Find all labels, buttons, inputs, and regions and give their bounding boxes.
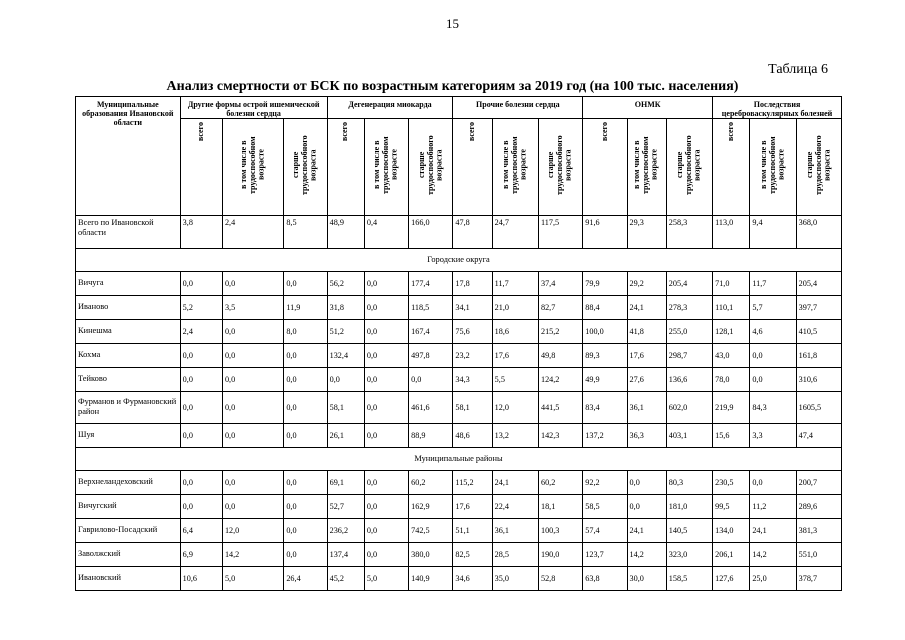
cell-value: 13,2	[492, 423, 538, 447]
cell-value: 0,0	[284, 367, 327, 391]
cell-value: 215,2	[538, 319, 582, 343]
cell-value: 137,4	[327, 542, 364, 566]
cell-value: 58,1	[453, 391, 492, 423]
cell-value: 0,0	[364, 470, 408, 494]
cell-value: 31,8	[327, 295, 364, 319]
subheader-over-working-age: старше трудоспособного возраста	[409, 119, 453, 215]
cell-value: 167,4	[409, 319, 453, 343]
cell-value: 0,0	[180, 271, 222, 295]
cell-value: 128,1	[713, 319, 750, 343]
table-label: Таблица 6	[768, 62, 828, 77]
cell-value: 0,0	[409, 367, 453, 391]
cell-value: 190,0	[538, 542, 582, 566]
cell-value: 161,8	[796, 343, 841, 367]
cell-value: 0,0	[750, 470, 796, 494]
subheader-working-age: в том числе в трудоспособном возрасте	[222, 119, 283, 215]
cell-value: 60,2	[538, 470, 582, 494]
cell-value: 0,0	[364, 518, 408, 542]
cell-value: 0,0	[222, 494, 283, 518]
cell-value: 124,2	[538, 367, 582, 391]
cell-value: 0,0	[364, 542, 408, 566]
header-group-myocardial-degeneration: Дегенерация миокарда	[327, 97, 453, 119]
cell-value: 162,9	[409, 494, 453, 518]
subheader-over-working-age: старше трудоспособного возраста	[284, 119, 327, 215]
cell-value: 52,8	[538, 566, 582, 590]
cell-value: 30,0	[627, 566, 666, 590]
cell-value: 48,9	[327, 215, 364, 248]
cell-value: 47,4	[796, 423, 841, 447]
subheader-over-working-age: старше трудоспособного возраста	[796, 119, 841, 215]
subheader-over-working-age: старше трудоспособного возраста	[666, 119, 712, 215]
cell-value: 0,0	[364, 423, 408, 447]
cell-value: 381,3	[796, 518, 841, 542]
section-title: Городские округа	[76, 248, 842, 271]
cell-value: 0,0	[222, 343, 283, 367]
cell-value: 0,0	[627, 494, 666, 518]
cell-value: 410,5	[796, 319, 841, 343]
cell-value: 41,8	[627, 319, 666, 343]
subheader-working-age: в том числе в трудоспособном возрасте	[492, 119, 538, 215]
row-name: Шуя	[76, 423, 181, 447]
subheader-total: всего	[583, 119, 627, 215]
cell-value: 25,0	[750, 566, 796, 590]
cell-value: 11,7	[492, 271, 538, 295]
cell-value: 3,8	[180, 215, 222, 248]
cell-value: 0,0	[364, 343, 408, 367]
subheader-working-age: в том числе в трудоспособном возрасте	[750, 119, 796, 215]
row-name: Всего по Ивановской области	[76, 215, 181, 248]
cell-value: 12,0	[222, 518, 283, 542]
cell-value: 58,1	[327, 391, 364, 423]
cell-value: 2,4	[222, 215, 283, 248]
cell-value: 230,5	[713, 470, 750, 494]
cell-value: 49,8	[538, 343, 582, 367]
cell-value: 0,0	[364, 391, 408, 423]
cell-value: 0,0	[750, 343, 796, 367]
cell-value: 403,1	[666, 423, 712, 447]
table-row	[76, 423, 842, 447]
cell-value: 219,9	[713, 391, 750, 423]
cell-value: 47,8	[453, 215, 492, 248]
cell-value: 29,3	[627, 215, 666, 248]
cell-value: 115,2	[453, 470, 492, 494]
cell-value: 0,0	[222, 423, 283, 447]
cell-value: 24,1	[750, 518, 796, 542]
table-row	[76, 319, 842, 343]
cell-value: 0,0	[750, 367, 796, 391]
table-title: Анализ смертности от БСК по возрастным категориям за 2019 год (на 100 тыс. населения)	[166, 79, 739, 94]
cell-value: 27,6	[627, 367, 666, 391]
section-title: Муниципальные районы	[76, 447, 842, 470]
cell-value: 5,5	[492, 367, 538, 391]
table-row	[76, 271, 842, 295]
cell-value: 82,5	[453, 542, 492, 566]
cell-value: 0,0	[364, 319, 408, 343]
cell-value: 134,0	[713, 518, 750, 542]
cell-value: 17,6	[492, 343, 538, 367]
cell-value: 17,8	[453, 271, 492, 295]
cell-value: 0,0	[364, 494, 408, 518]
header-group-stroke: ОНМК	[583, 97, 713, 119]
cell-value: 142,3	[538, 423, 582, 447]
cell-value: 0,0	[627, 470, 666, 494]
cell-value: 118,5	[409, 295, 453, 319]
cell-value: 236,2	[327, 518, 364, 542]
cell-value: 12,0	[492, 391, 538, 423]
table-row	[76, 542, 842, 566]
cell-value: 205,4	[666, 271, 712, 295]
cell-value: 140,9	[409, 566, 453, 590]
cell-value: 14,2	[222, 542, 283, 566]
subheader-total: всего	[180, 119, 222, 215]
cell-value: 0,0	[364, 295, 408, 319]
cell-value: 0,0	[222, 470, 283, 494]
header-group-other-heart: Прочие болезни сердца	[453, 97, 583, 119]
table-row	[76, 391, 842, 423]
cell-value: 206,1	[713, 542, 750, 566]
cell-value: 255,0	[666, 319, 712, 343]
cell-value: 323,0	[666, 542, 712, 566]
row-name: Вичуга	[76, 271, 181, 295]
cell-value: 0,4	[364, 215, 408, 248]
cell-value: 441,5	[538, 391, 582, 423]
cell-value: 79,9	[583, 271, 627, 295]
cell-value: 113,0	[713, 215, 750, 248]
cell-value: 2,4	[180, 319, 222, 343]
cell-value: 91,6	[583, 215, 627, 248]
cell-value: 36,1	[627, 391, 666, 423]
cell-value: 18,6	[492, 319, 538, 343]
cell-value: 551,0	[796, 542, 841, 566]
cell-value: 5,2	[180, 295, 222, 319]
cell-value: 11,7	[750, 271, 796, 295]
cell-value: 289,6	[796, 494, 841, 518]
cell-value: 51,2	[327, 319, 364, 343]
cell-value: 71,0	[713, 271, 750, 295]
mortality-table	[75, 96, 842, 591]
cell-value: 380,0	[409, 542, 453, 566]
cell-value: 43,0	[713, 343, 750, 367]
subheader-total: всего	[453, 119, 492, 215]
cell-value: 21,0	[492, 295, 538, 319]
subheader-working-age: в том числе в трудоспособном возрасте	[364, 119, 408, 215]
cell-value: 127,6	[713, 566, 750, 590]
cell-value: 3,5	[222, 295, 283, 319]
cell-value: 60,2	[409, 470, 453, 494]
header-municipality: Муниципальные образования Ивановской области	[76, 97, 181, 216]
cell-value: 5,0	[222, 566, 283, 590]
cell-value: 0,0	[222, 391, 283, 423]
table-row	[76, 566, 842, 590]
cell-value: 158,5	[666, 566, 712, 590]
cell-value: 123,7	[583, 542, 627, 566]
cell-value: 24,7	[492, 215, 538, 248]
cell-value: 34,1	[453, 295, 492, 319]
subheader-over-working-age: старше трудоспособного возраста	[538, 119, 582, 215]
cell-value: 26,4	[284, 566, 327, 590]
cell-value: 63,8	[583, 566, 627, 590]
row-name: Гаврилово-Посадский	[76, 518, 181, 542]
cell-value: 49,9	[583, 367, 627, 391]
cell-value: 88,4	[583, 295, 627, 319]
cell-value: 368,0	[796, 215, 841, 248]
cell-value: 88,9	[409, 423, 453, 447]
subheader-total: всего	[713, 119, 750, 215]
cell-value: 11,9	[284, 295, 327, 319]
subheader-total: всего	[327, 119, 364, 215]
cell-value: 48,6	[453, 423, 492, 447]
subheader-working-age: в том числе в трудоспособном возрасте	[627, 119, 666, 215]
table-row	[76, 494, 842, 518]
cell-value: 0,0	[284, 391, 327, 423]
cell-value: 0,0	[180, 391, 222, 423]
cell-value: 166,0	[409, 215, 453, 248]
row-name: Заволжский	[76, 542, 181, 566]
cell-value: 34,6	[453, 566, 492, 590]
row-name: Кохма	[76, 343, 181, 367]
cell-value: 37,4	[538, 271, 582, 295]
cell-value: 0,0	[284, 271, 327, 295]
cell-value: 92,2	[583, 470, 627, 494]
cell-value: 0,0	[284, 542, 327, 566]
cell-value: 10,6	[180, 566, 222, 590]
cell-value: 51,1	[453, 518, 492, 542]
cell-value: 69,1	[327, 470, 364, 494]
cell-value: 6,4	[180, 518, 222, 542]
row-name: Фурманов и Фурмановский район	[76, 391, 181, 423]
cell-value: 461,6	[409, 391, 453, 423]
cell-value: 3,3	[750, 423, 796, 447]
cell-value: 0,0	[222, 271, 283, 295]
table-row-region-total	[76, 215, 842, 248]
cell-value: 5,7	[750, 295, 796, 319]
cell-value: 14,2	[750, 542, 796, 566]
cell-value: 0,0	[180, 367, 222, 391]
row-name: Верхнеландеховский	[76, 470, 181, 494]
row-name: Кинешма	[76, 319, 181, 343]
cell-value: 132,4	[327, 343, 364, 367]
cell-value: 181,0	[666, 494, 712, 518]
cell-value: 0,0	[284, 518, 327, 542]
cell-value: 36,1	[492, 518, 538, 542]
cell-value: 36,3	[627, 423, 666, 447]
cell-value: 22,4	[492, 494, 538, 518]
cell-value: 0,0	[284, 343, 327, 367]
cell-value: 56,2	[327, 271, 364, 295]
cell-value: 0,0	[180, 470, 222, 494]
cell-value: 497,8	[409, 343, 453, 367]
cell-value: 18,1	[538, 494, 582, 518]
cell-value: 205,4	[796, 271, 841, 295]
cell-value: 9,4	[750, 215, 796, 248]
cell-value: 298,7	[666, 343, 712, 367]
cell-value: 397,7	[796, 295, 841, 319]
cell-value: 8,5	[284, 215, 327, 248]
cell-value: 0,0	[327, 367, 364, 391]
cell-value: 6,9	[180, 542, 222, 566]
cell-value: 100,3	[538, 518, 582, 542]
header-group-cerebrovascular-sequelae: Последствия цереброваскулярных болезней	[713, 97, 842, 119]
cell-value: 15,6	[713, 423, 750, 447]
row-name: Ивановский	[76, 566, 181, 590]
table-row	[76, 470, 842, 494]
cell-value: 52,7	[327, 494, 364, 518]
cell-value: 140,5	[666, 518, 712, 542]
cell-value: 602,0	[666, 391, 712, 423]
cell-value: 45,2	[327, 566, 364, 590]
cell-value: 1605,5	[796, 391, 841, 423]
row-name: Вичугский	[76, 494, 181, 518]
cell-value: 11,2	[750, 494, 796, 518]
cell-value: 0,0	[364, 271, 408, 295]
cell-value: 137,2	[583, 423, 627, 447]
cell-value: 0,0	[364, 367, 408, 391]
cell-value: 14,2	[627, 542, 666, 566]
cell-value: 0,0	[222, 367, 283, 391]
cell-value: 136,6	[666, 367, 712, 391]
cell-value: 34,3	[453, 367, 492, 391]
cell-value: 57,4	[583, 518, 627, 542]
cell-value: 117,5	[538, 215, 582, 248]
cell-value: 0,0	[284, 494, 327, 518]
row-name: Иваново	[76, 295, 181, 319]
cell-value: 742,5	[409, 518, 453, 542]
cell-value: 26,1	[327, 423, 364, 447]
cell-value: 0,0	[222, 319, 283, 343]
cell-value: 35,0	[492, 566, 538, 590]
cell-value: 0,0	[284, 470, 327, 494]
cell-value: 83,4	[583, 391, 627, 423]
cell-value: 0,0	[180, 423, 222, 447]
cell-value: 258,3	[666, 215, 712, 248]
cell-value: 99,5	[713, 494, 750, 518]
cell-value: 110,1	[713, 295, 750, 319]
cell-value: 23,2	[453, 343, 492, 367]
table-row	[76, 518, 842, 542]
cell-value: 17,6	[453, 494, 492, 518]
cell-value: 75,6	[453, 319, 492, 343]
cell-value: 24,1	[627, 295, 666, 319]
cell-value: 200,7	[796, 470, 841, 494]
cell-value: 78,0	[713, 367, 750, 391]
cell-value: 89,3	[583, 343, 627, 367]
section-header-row	[76, 248, 842, 271]
cell-value: 0,0	[180, 343, 222, 367]
cell-value: 310,6	[796, 367, 841, 391]
cell-value: 100,0	[583, 319, 627, 343]
cell-value: 82,7	[538, 295, 582, 319]
cell-value: 28,5	[492, 542, 538, 566]
cell-value: 80,3	[666, 470, 712, 494]
cell-value: 24,1	[492, 470, 538, 494]
header-group-ischemic: Другие формы острой ишемической болезни сердца	[180, 97, 327, 119]
cell-value: 29,2	[627, 271, 666, 295]
cell-value: 5,0	[364, 566, 408, 590]
page-number: 15	[446, 16, 459, 31]
cell-value: 0,0	[284, 423, 327, 447]
table-row	[76, 343, 842, 367]
table-row	[76, 367, 842, 391]
cell-value: 8,0	[284, 319, 327, 343]
table-row	[76, 295, 842, 319]
row-name: Тейково	[76, 367, 181, 391]
cell-value: 378,7	[796, 566, 841, 590]
cell-value: 84,3	[750, 391, 796, 423]
cell-value: 17,6	[627, 343, 666, 367]
cell-value: 177,4	[409, 271, 453, 295]
cell-value: 24,1	[627, 518, 666, 542]
section-header-row	[76, 447, 842, 470]
cell-value: 278,3	[666, 295, 712, 319]
cell-value: 4,6	[750, 319, 796, 343]
cell-value: 58,5	[583, 494, 627, 518]
cell-value: 0,0	[180, 494, 222, 518]
